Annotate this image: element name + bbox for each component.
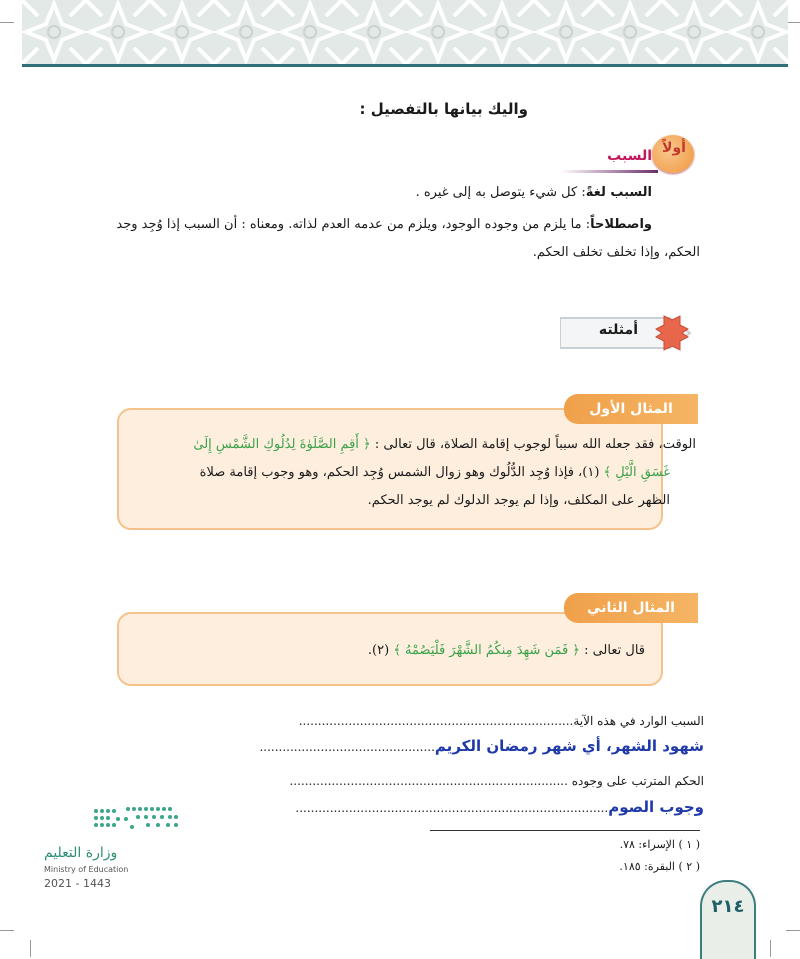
question-1: السبب الوارد في هذه الآية........................................................................ <box>298 714 704 728</box>
question-2: الحكم المترتب على وجوده ......................................................................... <box>289 774 704 788</box>
answer-2[interactable]: وجوب الصوم <box>608 798 704 816</box>
example1-verse2: غَسَقِ الَّيْلِ ﴾ <box>603 465 670 480</box>
intro-heading: واليك بيانها بالتفصيل : <box>359 100 528 118</box>
example2-verse: ﴿ فَمَن شَهِدَ مِنكُمُ الشَّهْرَ فَلْيَصُمْهُ ﴾ <box>393 643 580 658</box>
ministry-name-en: Ministry of Education <box>44 865 129 874</box>
footnote-2: ( ٢ ) البقرة: ١٨٥. <box>619 860 700 873</box>
term-istilah: واصطلاحاً <box>590 217 652 232</box>
example1-text2: (١)، فإذا وُجِد الدُّلُوك وهو زوال الشمس وُجِد الحكم، وهو وجوب إقامة صلاة <box>199 465 600 480</box>
page-number-tab <box>700 880 756 959</box>
example1-verse1: ﴿ أَقِمِ الصَّلَوٰةَ لِدُلُوكِ الشَّمْسِ إِلَىٰ <box>193 437 371 452</box>
examples-heading: أمثلته <box>598 322 638 338</box>
example2-line <box>368 638 645 664</box>
section-title: السبب <box>607 148 652 164</box>
ministry-year: 2021 - 1443 <box>44 877 111 890</box>
ministry-dots-icon <box>88 805 188 833</box>
decorative-banner <box>22 0 788 67</box>
crop-mark <box>30 940 31 957</box>
ministry-logo <box>40 805 190 895</box>
example1-line1 <box>116 432 696 458</box>
crop-mark <box>0 930 14 931</box>
section-underline <box>560 170 658 173</box>
answer-1-lead: ... <box>259 740 271 754</box>
example1-tab: المثال الأول <box>564 394 698 424</box>
answer-1-dots: ........................................... <box>270 740 435 754</box>
example1-line2 <box>110 460 670 486</box>
def-istilah-1: : ما يلزم من وجوده الوجود، ويلزم من عدمه العدم لذاته. ومعناه : أن السبب إذا وُجِد وجد <box>116 217 591 232</box>
definition-istilah-line1 <box>116 212 652 238</box>
example2-ref: (٢). <box>367 643 390 658</box>
footnote-1: ( ١ ) الإسراء: ٧٨. <box>619 838 700 851</box>
example1-text1: الوقت، فقد جعله الله سبباً لوجوب إقامة الصلاة، قال تعالى : <box>374 437 696 452</box>
term-lugha: السبب لغةً <box>585 185 652 200</box>
section-badge-label: أولاً <box>662 140 686 156</box>
crop-mark <box>786 930 800 931</box>
def-lugha: : كل شيء يتوصل به إلى غيره . <box>415 185 586 200</box>
example2-tab: المثال الثاني <box>564 593 698 623</box>
footnote-divider <box>430 830 700 831</box>
page-number: ٢١٤ <box>711 896 745 917</box>
crop-mark <box>786 22 800 23</box>
answer-2-lead: ... <box>295 801 307 815</box>
answer-2-row <box>295 797 704 816</box>
example1-line3: الظهر على المكلف، وإذا لم يوجد الدلوك لم يوجد الحكم. <box>367 493 670 508</box>
ministry-name-ar: وزارة التعليم <box>44 845 118 861</box>
definition-istilah-line2: الحكم، وإذا تخلف تخلف الحكم. <box>532 245 700 260</box>
definition-lugha <box>416 180 652 206</box>
crop-mark <box>0 22 14 23</box>
answer-1[interactable]: شهود الشهر، أي شهر رمضان الكريم <box>434 737 704 755</box>
example2-text: قال تعالى : <box>584 643 645 658</box>
answer-2-dots: ............................................................................... <box>306 801 609 815</box>
answer-1-row <box>259 736 704 755</box>
crop-mark <box>770 940 771 957</box>
